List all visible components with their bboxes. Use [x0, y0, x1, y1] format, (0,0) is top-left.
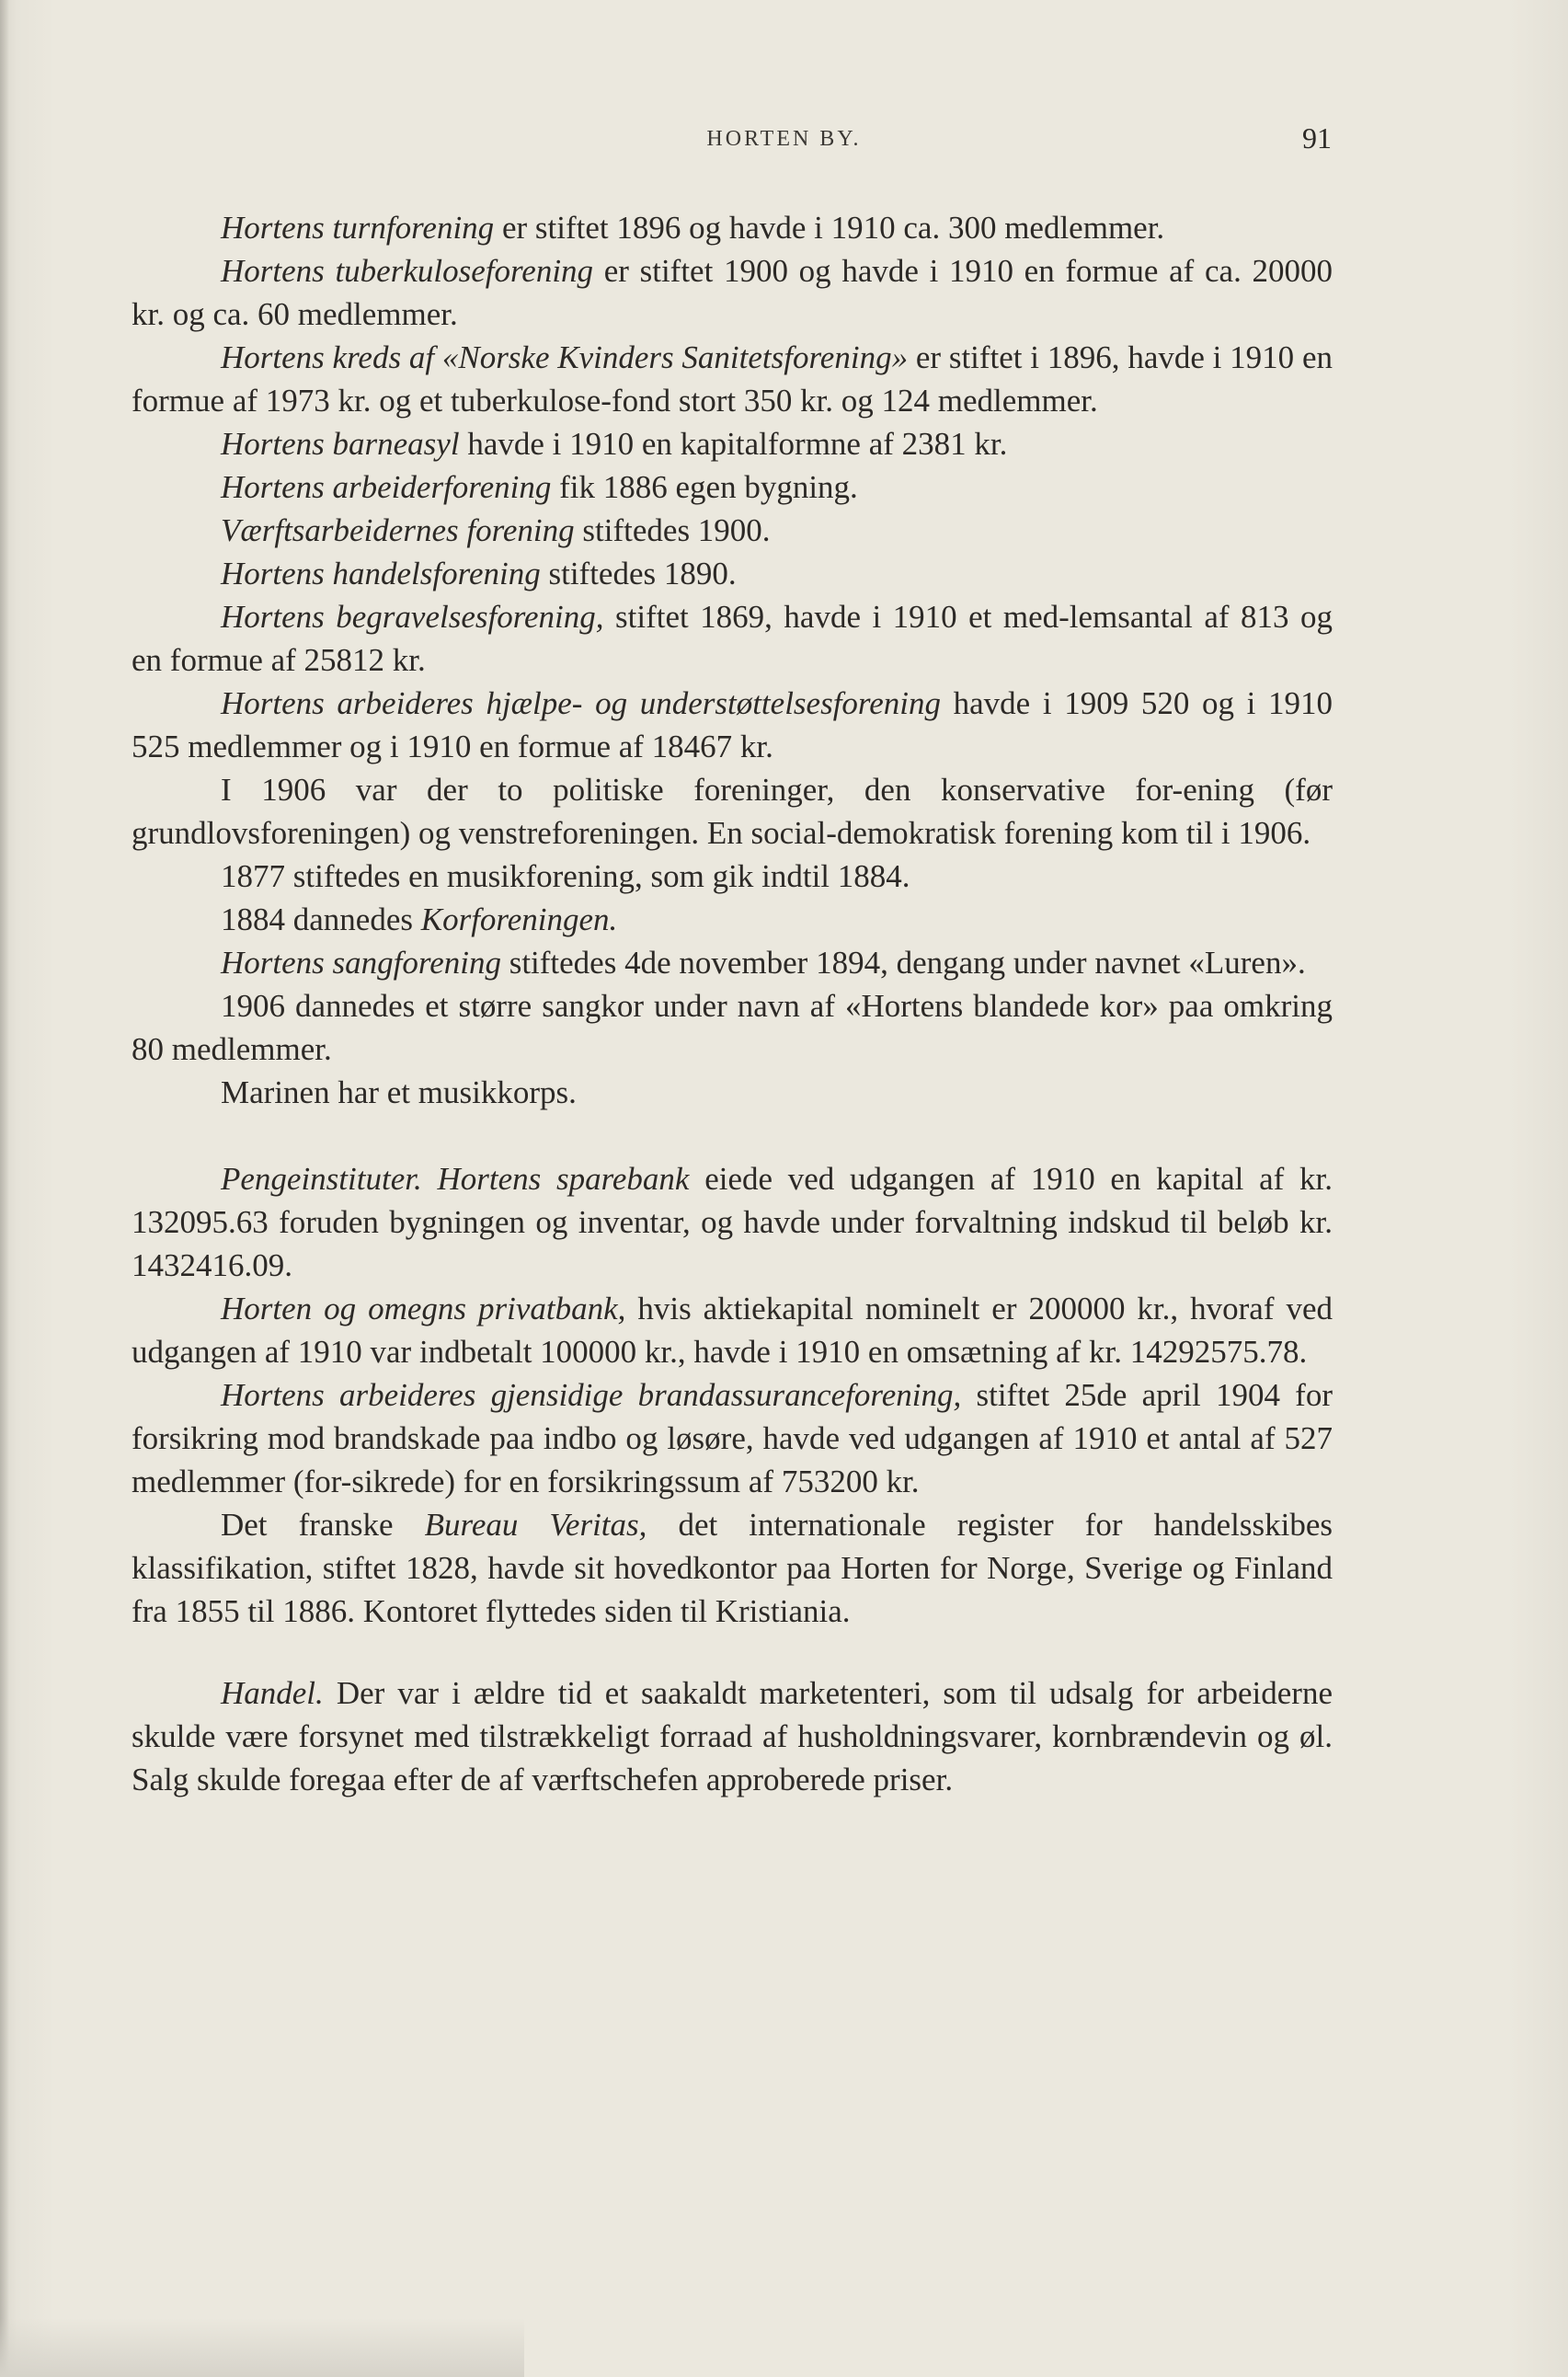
paragraph-text: Marinen har et musikkorps.: [221, 1074, 577, 1110]
paragraph: [132, 249, 1333, 336]
paragraph-italic: Bureau Veritas,: [424, 1507, 647, 1543]
paragraph: [132, 984, 1333, 1071]
paragraph-text: havde i 1910 en kapitalformne af 2381 kr.: [459, 426, 1008, 462]
page-number: 91: [1302, 121, 1332, 155]
paragraph-italic: Værftsarbeidernes forening: [221, 512, 575, 548]
page-edge-shadow: [0, 0, 9, 2377]
paragraph: [132, 422, 1333, 465]
paragraph-italic: Hortens tuberkuloseforening: [221, 253, 594, 289]
paragraph-text: 1877 stiftedes en musikforening, som gik indtil 1884.: [221, 858, 910, 894]
paragraph-italic: Hortens kreds af «Norske Kvinders Sanitetsforening»: [221, 339, 909, 375]
paragraph: [132, 898, 1333, 941]
paragraph-text: stiftet 1869, havde i 1910 et med-lemsantal af 813 og en formue af 25812 kr.: [132, 599, 1333, 678]
paragraph-italic: Hortens barneasyl: [221, 426, 460, 462]
paragraph-text: er stiftet 1900 og havde i 1910 en formue af ca. 20000 kr. og ca. 60 medlemmer.: [132, 253, 1333, 332]
paragraph-text: Det franske: [221, 1507, 425, 1543]
paragraph: [132, 509, 1333, 552]
paragraph-italic: Hortens turnforening: [221, 210, 495, 246]
paragraph-text: I 1906 var der to politiske foreninger, den konservative for-ening (før grundlovsforeningen) og venstreforeningen. En social-demokratisk forening kom til i 1906.: [132, 772, 1333, 851]
paragraph-text: stiftet 25de april 1904 for forsikring mod brandskade paa indbo og løsøre, havde ved udgangen af 1910 et antal af 527 medlemmer (for-sikrede) for en forsikringssum af 753200 kr.: [132, 1377, 1333, 1499]
paragraph-text: stiftedes 4de november 1894, dengang under navnet «Luren».: [500, 945, 1306, 981]
paragraph-text: er stiftet 1896 og havde i 1910 ca. 300 medlemmer.: [494, 210, 1165, 246]
paragraph-italic: Hortens arbeiderforening: [221, 469, 552, 505]
paragraph-italic: Hortens arbeideres hjælpe- og understøttelsesforening: [221, 685, 941, 721]
paragraph: [132, 1373, 1333, 1503]
section-trade: [132, 1671, 1333, 1801]
paragraph: [132, 1071, 1333, 1114]
paragraph: [132, 1287, 1333, 1373]
paragraph-text: hvis aktiekapital nominelt er 200000 kr., hvoraf ved udgangen af 1910 var indbetalt 100000 kr., havde i 1910 en omsætning af kr. 14292575.78.: [132, 1291, 1333, 1370]
paragraph: [132, 336, 1333, 422]
paragraph: [132, 1503, 1333, 1633]
paragraph-text: Der var i ældre tid et saakaldt marketenteri, som til udsalg for arbeiderne skulde være forsynet med tilstrækkeligt forraad af husholdningsvarer, kornbrændevin og øl. Salg skulde foregaa efter de af værftschefen approberede priser.: [132, 1675, 1333, 1797]
paragraph-text: eiede ved udgangen af 1910 en kapital af kr. 132095.63 foruden bygningen og inventar, og havde under forvaltning indskud til beløb kr. 1432416.09.: [132, 1161, 1333, 1283]
running-title: HORTEN BY.: [706, 127, 862, 151]
section-banking-lead: [132, 1157, 1333, 1287]
paragraph: [132, 941, 1333, 984]
paragraph: [132, 855, 1333, 898]
paragraph-text: stiftedes 1900.: [574, 512, 771, 548]
paragraph: [132, 682, 1333, 768]
paragraph-italic: Korforeningen.: [420, 901, 618, 937]
page-bottom-shading: [0, 2318, 524, 2377]
paragraph-italic: Hortens sangforening: [221, 945, 501, 981]
body-text: [132, 206, 1333, 1801]
paragraph: [132, 768, 1333, 855]
paragraph-italic: Horten og omegns privatbank,: [221, 1291, 626, 1326]
paragraph-text: det internationale register for handelsskibes klassifikation, stiftet 1828, havde sit hovedkontor paa Horten for Norge, Sverige og Finland fra 1855 til 1886. Kontoret flyttedes siden til Kristiania.: [132, 1507, 1333, 1629]
paragraph: [132, 595, 1333, 682]
paragraph: [132, 552, 1333, 595]
paragraph-text: fik 1886 egen bygning.: [551, 469, 858, 505]
section-heading: Handel.: [221, 1675, 324, 1711]
paragraph: [132, 206, 1333, 249]
paragraph-text: havde i 1909 520 og i 1910 525 medlemmer og i 1910 en formue af 18467 kr.: [132, 685, 1333, 764]
paragraph: [132, 465, 1333, 509]
running-header: [0, 121, 1568, 164]
paragraph-text: er stiftet i 1896, havde i 1910 en formue af 1973 kr. og et tuberkulose-fond stort 350 kr. og 124 medlemmer.: [132, 339, 1333, 419]
paragraph-text: 1884 dannedes: [221, 901, 421, 937]
paragraph-text: stiftedes 1890.: [540, 556, 737, 591]
paragraph-italic: Hortens handelsforening: [221, 556, 541, 591]
paragraph-italic: Hortens begravelsesforening,: [221, 599, 604, 635]
paragraph-text: 1906 dannedes et større sangkor under navn af «Hortens blandede kor» paa omkring 80 medlemmer.: [132, 988, 1333, 1067]
paragraph-italic: Hortens sparebank: [437, 1161, 690, 1197]
section-heading: Pengeinstituter.: [221, 1161, 422, 1197]
paragraph-italic: Hortens arbeideres gjensidige brandassuranceforening,: [221, 1377, 962, 1413]
